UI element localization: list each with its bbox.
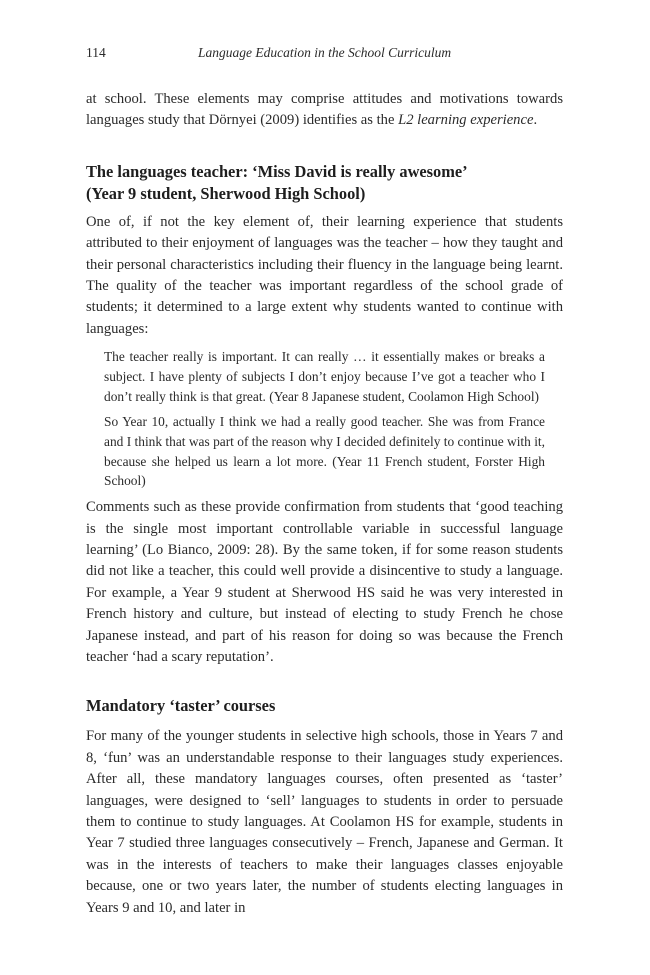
block-quote-1: The teacher really is important. It can really … it essentially makes or breaks a subject. I have plenty of subjects I don’t enjoy because I’ve got a teacher who I don’t really think is that great. (Year 8 Japanese student, Coolamon High School) (104, 349, 545, 404)
page-number: 114 (86, 45, 106, 60)
running-header (86, 45, 563, 65)
paragraph-text: at school. These elements may comprise attitudes and motivations towards languages study that Dörnyei (2009) identifies as the (86, 91, 563, 129)
section-heading-teacher (86, 161, 563, 205)
section-heading-taster: Mandatory ‘taster’ courses (86, 696, 276, 716)
italic-term: L2 learning experience (398, 112, 534, 129)
paragraph-teacher-comments: Comments such as these provide confirmation from students that ‘good teaching is the single most important controllable variable in successful language learning’ (Lo Bianco, 2009: 28). By the same token, if for some reason students did not like a teacher, this could well provide a disincentive to study a language. For example, a Year 9 student at Sherwood HS said he was very interested in French history and culture, but instead of electing to study French he chose Japanese instead, and part of his reason for doing so was because the French teacher ‘had a scary reputation’. (86, 499, 563, 666)
paragraph-teacher-intro: One of, if not the key element of, their learning experience that students attributed to their enjoyment of languages was the teacher – how they taught and their personal characteristics including their fluency in the language being learnt. The quality of the teacher was important regardless of the school grade of students; it determined to a large extent why students wanted to continue with languages: (86, 213, 563, 337)
paragraph-continuation (86, 89, 563, 132)
paragraph-end: . (533, 112, 538, 129)
main-text (86, 89, 563, 919)
block-quote-2: So Year 10, actually I think we had a really good teacher. She was from France and I think that was part of the reason why I decided definitely to continue with it, because she helped us learn a lot more. (Year 11 French student, Forster High School) (104, 414, 545, 489)
heading-line-1: The languages teacher: ‘Miss David is really awesome’ (86, 161, 468, 181)
heading-line-2: (Year 9 student, Sherwood High School) (86, 183, 366, 203)
paragraph-taster: For many of the younger students in selective high schools, those in Years 7 and 8, ‘fun’ was an understandable response to their languages study experiences. After all, these mandatory languages courses, often presented as ‘taster’ languages, were designed to ‘sell’ languages to students in order to persuade them to continue to study languages. At Coolamon HS for example, students in Year 7 studied three languages consecutively – French, Japanese and German. It was in the interests of teachers to make their languages classes enjoyable because, one or two years later, the number of students electing languages in Years 9 and 10, and later in (86, 728, 563, 916)
running-title: Language Education in the School Curriculum (198, 45, 452, 60)
